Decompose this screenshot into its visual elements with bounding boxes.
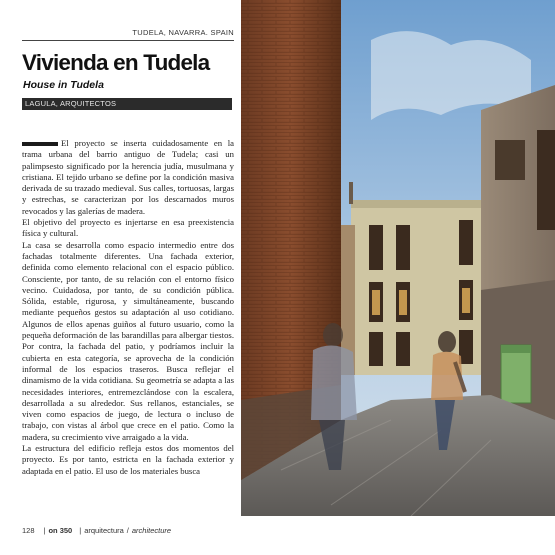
magazine-brand: on 350: [48, 526, 73, 535]
architect-label: LAGULA, ARQUITECTOS: [25, 99, 117, 108]
right-window: [495, 140, 525, 180]
article-title: Vivienda en Tudela: [22, 50, 210, 75]
header-rule: [22, 40, 234, 41]
mailbox-top: [501, 345, 531, 353]
footer-separator: |: [43, 526, 46, 535]
street-photo-illustration: [241, 0, 555, 516]
article-body: [22, 138, 234, 477]
section-name: arquitectura: [84, 526, 124, 535]
page-number: 128: [22, 526, 35, 535]
article-subtitle: House in Tudela: [23, 79, 104, 91]
green-mailbox: [501, 345, 531, 403]
body-paragraph: La estructura del edificio refleja estos dos momentos del proyecto. Es por tanto, estricta en la fachada exterior y adaptada en el patio. El uso de los materiales busca: [22, 443, 234, 476]
section-name-en: architecture: [131, 526, 172, 535]
right-window: [537, 130, 555, 230]
location-label: TUDELA, NAVARRA. SPAIN: [132, 28, 234, 37]
body-paragraph: La casa se desarrolla como espacio intermedio entre dos fachadas totalmente diferentes. Una fachada exterior, definida como elemento relacional con el espacio público. Consciente, por tanto, de su relación con el entorno físico vecino. Cuidadosa, por tanto, de su condición pública. Sólida, estable, rigurosa, y simultáneamente, buscando mediante pequeños gestos su adaptación al uso cotidiano. Algunos de ellos apenas guiños al futuro usuario, como la pequeña deformación de las barandillas para albergar tiestos. Por contra, la fachada del patio, y podríamos incluir la cubierta en esta categoría, se aprovecha de la condición informal de los espacios traseros. Busca reflejar el dinamismo de la vida cotidiana. Su geometría se adapta a las necesidades interiores, entremezclándose con la escalera, desarrollada a su alrededor. Sus rellanos, estanciales, se viven como espacios de juego, de lectura o incluso de trabajo, con vistas al árbol que crece en el patio. Como la madera, su crecimiento vive arraigado a la vida.: [22, 239, 234, 442]
body-paragraph: [22, 138, 234, 217]
page-footer: [22, 526, 171, 535]
text-column: [22, 0, 234, 555]
footer-separator: |: [79, 526, 82, 535]
street-photo: [241, 0, 555, 516]
body-paragraph: El objetivo del proyecto es injertarse en esa preexistencia física y cultural.: [22, 217, 234, 239]
chimney: [349, 182, 353, 204]
lead-in-bar: [22, 142, 58, 146]
building-cornice: [351, 200, 491, 208]
paragraph-text: El proyecto se inserta cuidadosamente en la trama urbana del barrio antiguo de Tudela; casi un palimpsesto significado por la herencia judía, musulmana y cristiana. El tejido urbano se define por la condición masiva derivada de su trazado medieval. Sus calles, tortuosas, largas y estrechas, se caracterizan por los descarnados muros revocados y las galerías de madera.: [22, 138, 234, 216]
footer-slash: /: [126, 526, 129, 535]
architect-bar: [22, 98, 232, 110]
